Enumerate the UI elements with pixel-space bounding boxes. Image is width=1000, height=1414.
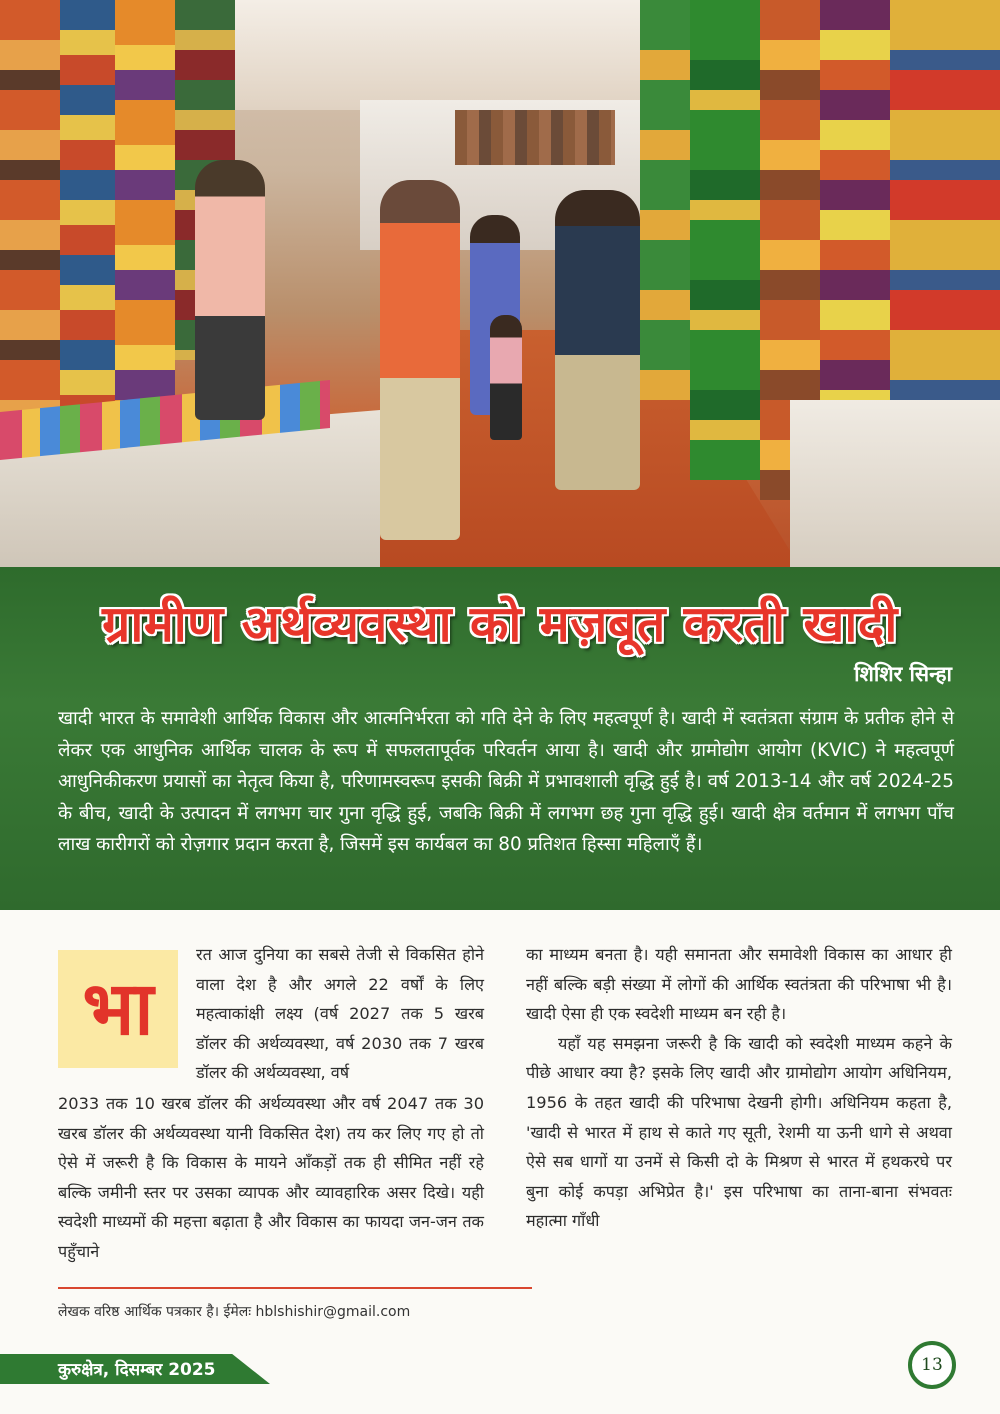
- column-2-paragraph: का माध्यम बनता है। यही समानता और समावेशी विकास का आधार ही नहीं बल्कि बड़ी संख्या में लोगों की आर्थिक स्वतंत्रता की परिभाषा भी है। खादी ऐसा ही एक स्वदेशी माध्यम बन रही है।: [526, 945, 952, 1024]
- khadi-exhibition-photo: [0, 0, 1000, 567]
- photo-display-table-right: [790, 400, 1000, 567]
- photo-ceiling: [230, 0, 700, 110]
- photo-man-orange-shirt: [380, 180, 460, 540]
- article-intro: खादी भारत के समावेशी आर्थिक विकास और आत्मनिर्भरता को गति देने के लिए महत्वपूर्ण है। खादी में स्वतंत्रता संग्राम के प्रतीक होने से लेकर एक आधुनिक आर्थिक चालक के रूप में सफलतापूर्वक परिवर्तन आया है। खादी और ग्रामोद्योग आयोग (KVIC) ने महत्वपूर्ण आधुनिकीकरण प्रयासों का नेतृत्व किया है, परिणामस्वरूप इसकी बिक्री में प्रभावशाली वृद्धि हुई है। वर्ष 2013-14 और वर्ष 2024-25 के बीच, खादी के उत्पादन में लगभग चार गुना वृद्धि हुई, जबकि बिक्री में लगभग छह गुना वृद्धि हुई। खादी क्षेत्र वर्तमान में लगभग पाँच लाख कारीगरों को रोज़गार प्रदान करता है, जिसमें इस कार्यबल का 80 प्रतिशत हिस्सा महिलाएँ हैं।: [58, 708, 954, 855]
- photo-saree-drape: [820, 0, 890, 430]
- photo-man-dark-shirt: [555, 190, 640, 490]
- author-footnote: लेखक वरिष्ठ आर्थिक पत्रकार है। ईमेलः hblshishir@gmail.com: [58, 1304, 411, 1320]
- page-number: 13: [908, 1341, 956, 1389]
- article-title: ग्रामीण अर्थव्यवस्था को मज़बूत करती खादी: [102, 595, 898, 653]
- photo-child: [490, 315, 522, 440]
- magazine-issue: कुरुक्षेत्र, दिसम्बर 2025: [58, 1360, 216, 1380]
- column-1-text: 2033 तक 10 खरब डॉलर की अर्थव्यवस्था और वर्ष 2047 तक 30 खरब डॉलर की अर्थव्यवस्था यानी विकसित देश) तय कर लिए गए हो तो ऐसे में जरूरी है कि विकास के मायने आँकड़ों तक ही सीमित नहीं रहे बल्कि जमीनी स्तर पर उसका व्यापक और व्यावहारिक असर दिखे। यही स्वदेशी माध्यमों की महत्ता बढ़ाता है और विकास का फायदा जन-जन तक पहुँचाने: [58, 1094, 484, 1261]
- column-2: [526, 940, 952, 1236]
- photo-saree-drape: [60, 0, 115, 420]
- photo-shopkeeper: [195, 160, 265, 420]
- photo-saree-drape: [690, 0, 760, 480]
- photo-saree-drape: [640, 0, 690, 400]
- drop-cap: भा: [58, 950, 178, 1068]
- photo-saree-drape: [0, 0, 60, 420]
- footnote-divider: [58, 1287, 532, 1289]
- article-author: शिशिर सिन्हा: [854, 662, 952, 686]
- column-2-paragraph: यहाँ यह समझना जरूरी है कि खादी को स्वदेशी माध्यम कहने के पीछे आधार क्या है? इसके लिए खादी और ग्रामोद्योग आयोग अधिनियम, 1956 के तहत खादी की परिभाषा देखनी होगी। अधिनियम कहता है, 'खादी से भारत में हाथ से काते गए सूती, रेशमी या ऊनी धागे से अथवा ऐसे सब धागों या उनमें से किसी दो के मिश्रण से भारत में हथकरघे पर बुना कोई कपड़ा अभिप्रेत है।' इस परिभाषा का ताना-बाना संभवतः महात्मा गाँधी: [526, 1033, 952, 1231]
- photo-back-fabrics: [455, 110, 615, 165]
- column-1-top-text: रत आज दुनिया का सबसे तेजी से विकसित होने वाला देश है और अगले 22 वर्षों के लिए महत्वाकांक्षी लक्ष्य (वर्ष 2027 तक 5 खरब डॉलर की अर्थव्यवस्था, वर्ष 2030 तक 7 खरब डॉलर की अर्थव्यवस्था, वर्ष: [196, 945, 484, 1083]
